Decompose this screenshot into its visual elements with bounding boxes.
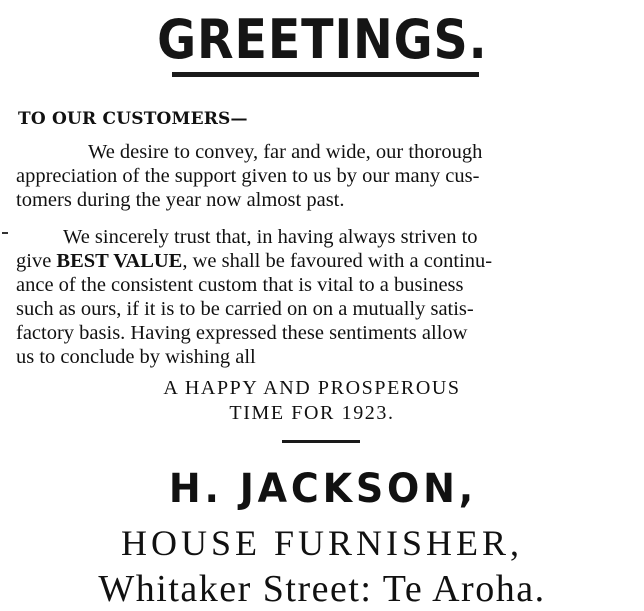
paragraph-appreciation (16, 140, 644, 212)
paragraph-line: ance of the consistent custom that is vital to a business (16, 274, 464, 296)
paragraph-trust (16, 225, 644, 369)
salutation: TO OUR CUSTOMERS— (18, 109, 248, 129)
wish-line: TIME FOR 1923. (229, 402, 395, 424)
firm-name: H. JACKSON, (168, 466, 477, 512)
paragraph-line: such as ours, if it is to be carried on on a mutually satis- (16, 298, 474, 320)
paragraph-line: factory basis. Having expressed these sentiments allow (16, 322, 468, 344)
headline: GREETINGS. (157, 8, 488, 71)
firm-trade: HOUSE FURNISHER, (120, 523, 524, 563)
line-text: , we shall be favoured with a continu- (182, 250, 493, 272)
best-value-emphasis: BEST VALUE (56, 250, 183, 272)
season-wish (0, 376, 644, 426)
print-mark (2, 232, 8, 234)
section-divider (282, 440, 360, 443)
paragraph-line (16, 249, 644, 273)
paragraph-line: appreciation of the support given to us by our many cus- (16, 165, 480, 187)
firm-address: Whitaker Street: Te Aroha. (98, 568, 546, 610)
wish-line: A HAPPY AND PROSPEROUS (163, 377, 461, 399)
paragraph-line: us to conclude by wishing all (16, 346, 256, 368)
paragraph-line: tomers during the year now almost past. (16, 189, 345, 211)
line-text: give (16, 250, 57, 272)
paragraph-line: We desire to convey, far and wide, our thorough (88, 141, 483, 163)
paragraph-line: We sincerely trust that, in having always striven to (63, 226, 478, 248)
headline-underline (172, 72, 479, 77)
